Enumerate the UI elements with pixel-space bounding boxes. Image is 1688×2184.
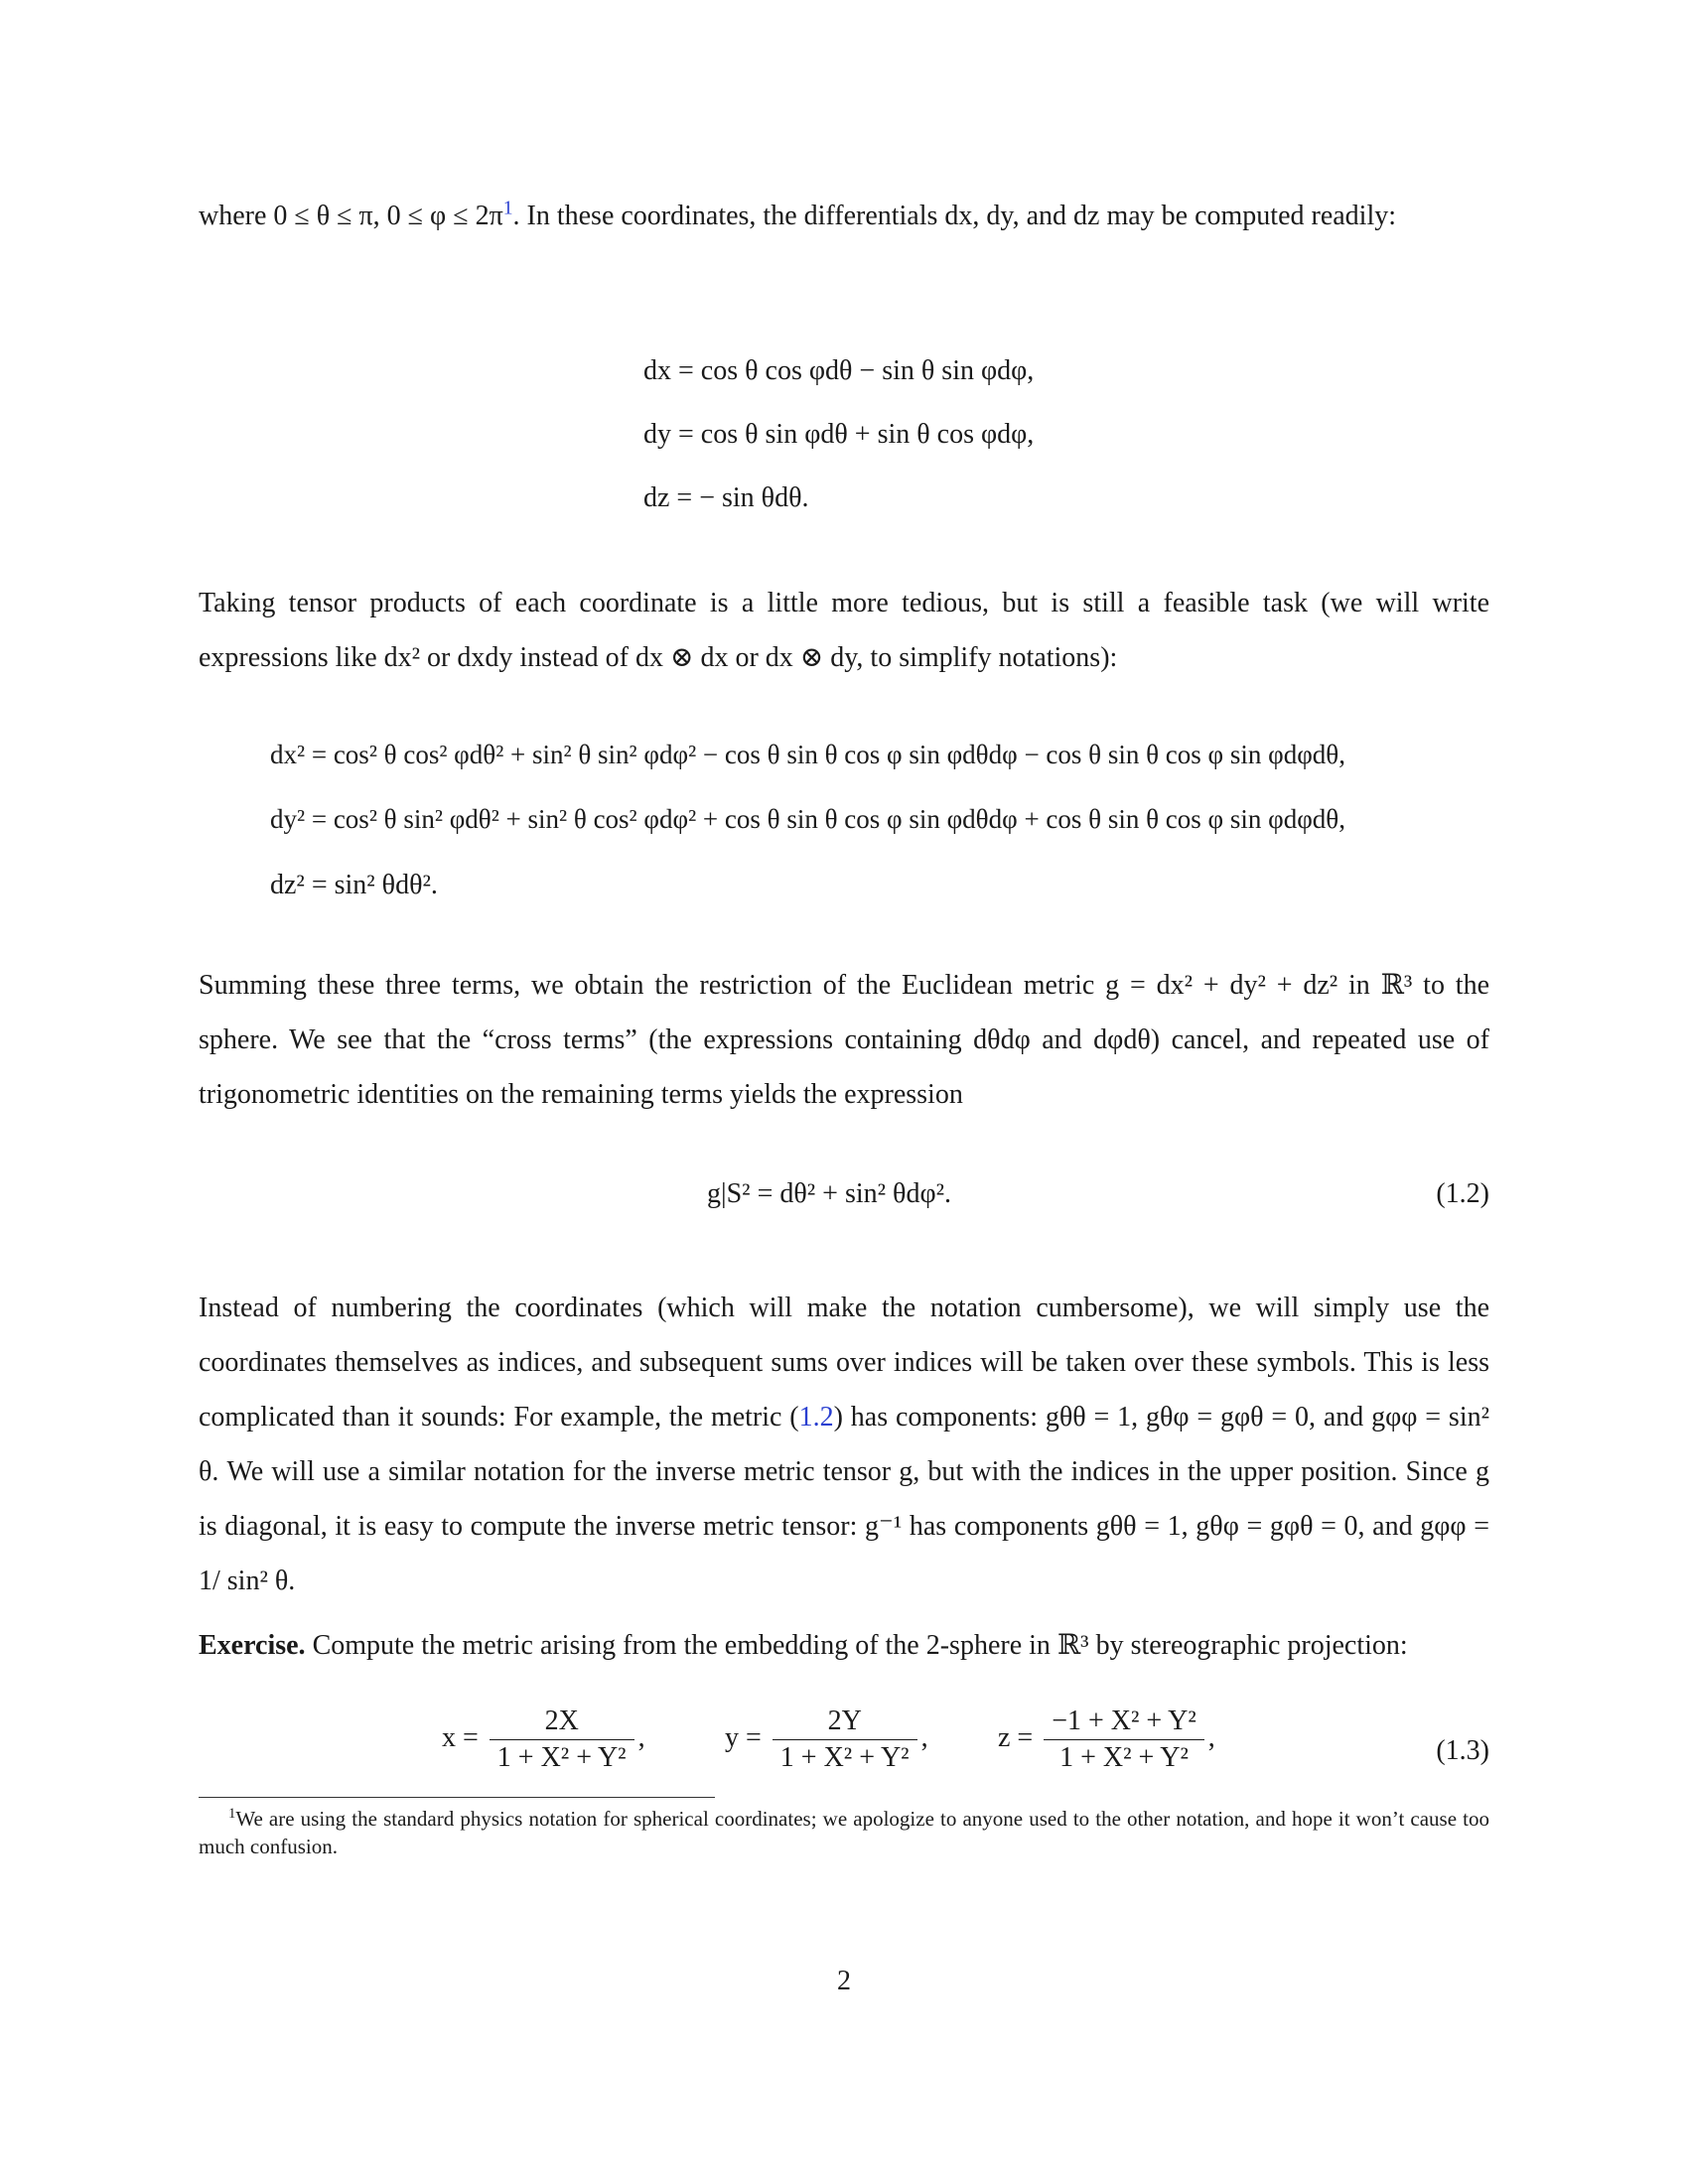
- equation-1-3-x: [442, 1706, 645, 1774]
- footnote-1: [199, 1805, 1489, 1860]
- equation-ref-1-2[interactable]: 1.2: [798, 1402, 834, 1433]
- equation-dx: dx = cos θ cos φdθ − sin θ sin φdφ,: [643, 355, 1035, 386]
- eq13-x-numerator: 2X: [490, 1706, 634, 1740]
- equation-dz: dz = − sin θdθ.: [643, 482, 809, 513]
- equation-1-3-z: [998, 1706, 1215, 1774]
- eq13-z-fraction: [1044, 1706, 1204, 1774]
- equation-1-2: g|S² = dθ² + sin² θdφ².: [707, 1178, 951, 1209]
- footnote-rule: [199, 1797, 715, 1798]
- paragraph-index-notation: [199, 1281, 1489, 1608]
- equation-number-1-2: (1.2): [1436, 1178, 1489, 1209]
- footnote-link-1[interactable]: 1: [502, 198, 513, 219]
- paragraph-index-notation-before: Instead of numbering the coordinates (which will make the notation cumbersome), we will simply use the coordinates themselves as indices, and subsequent sums over indices will be taken over these symbols. This is less complicated than it sounds: For example, the metric (: [199, 1293, 1489, 1433]
- equation-dx-squared: dx² = cos² θ cos² φdθ² + sin² θ sin² φdφ² − cos θ sin θ cos φ sin φdθdφ − cos θ sin θ cos φ sin φdφdθ,: [270, 740, 1345, 769]
- paragraph-tensor-products: Taking tensor products of each coordinate is a little more tedious, but is still a feasible task (we will write expressions like dx² or dxdy instead of dx ⊗ dx or dx ⊗ dy, to simplify notations):: [199, 588, 1489, 673]
- eq13-x-fraction: [490, 1706, 634, 1774]
- exercise-statement: [199, 1618, 1489, 1673]
- equation-number-1-3: (1.3): [1436, 1735, 1489, 1766]
- eq13-x-denominator: 1 + X² + Y²: [496, 1742, 627, 1773]
- equation-dy-squared: dy² = cos² θ sin² φdθ² + sin² θ cos² φdφ² + cos θ sin θ cos φ sin φdθdφ + cos θ sin θ cos φ sin φdφdθ,: [270, 804, 1345, 834]
- eq13-y-numerator: 2Y: [773, 1706, 917, 1740]
- exercise-label: Exercise.: [199, 1630, 306, 1661]
- eq13-z-numerator: −1 + X² + Y²: [1044, 1706, 1204, 1740]
- eq13-z-comma: ,: [1207, 1721, 1215, 1753]
- paragraph-euclidean-metric: Summing these three terms, we obtain the restriction of the Euclidean metric g = dx² + dy² + dz² in ℝ³ to the sphere. We see that the “cross terms” (the expressions containing dθdφ and dφdθ) cancel, and repeated use of trigonometric identities on the remaining terms yields the expression: [199, 970, 1489, 1110]
- paragraph-intro-lead: where 0 ≤ θ ≤ π, 0 ≤ φ ≤ 2π: [199, 201, 503, 231]
- equation-1-3-y: [725, 1706, 928, 1774]
- eq13-y-fraction: [773, 1706, 917, 1774]
- eq13-z-lhs: z =: [998, 1721, 1034, 1753]
- page-number: 2: [837, 1966, 851, 1996]
- eq13-x-comma: ,: [637, 1721, 645, 1753]
- paragraph-intro-rest: . In these coordinates, the differentials dx, dy, and dz may be computed readily:: [512, 201, 1397, 231]
- footnote-mark: 1: [228, 1806, 236, 1822]
- footnote-text: We are using the standard physics notation for spherical coordinates; we apologize to anyone used to the other notation, and hope it won’t cause too much confusion.: [199, 1807, 1489, 1858]
- eq13-y-lhs: y =: [725, 1721, 762, 1753]
- eq13-y-comma: ,: [920, 1721, 928, 1753]
- eq13-z-denominator: 1 + X² + Y²: [1059, 1742, 1189, 1773]
- equation-dz-squared: dz² = sin² θdθ².: [270, 870, 438, 900]
- eq13-y-denominator: 1 + X² + Y²: [779, 1742, 910, 1773]
- eq13-x-lhs: x =: [442, 1721, 479, 1753]
- equation-dy: dy = cos θ sin φdθ + sin θ cos φdφ,: [643, 419, 1035, 450]
- paragraph-index-notation-after: ) has components: gθθ = 1, gθφ = gφθ = 0, and gφφ = sin² θ. We will use a similar notation for the inverse metric tensor g, but with the indices in the upper position. Since g is diagonal, it is easy to compute the inverse metric tensor: g⁻¹ has components gθθ = 1, gθφ = gφθ = 0, and gφφ = 1/ sin² θ.: [199, 1402, 1489, 1596]
- exercise-text: Compute the metric arising from the embedding of the 2-sphere in ℝ³ by stereographic projection:: [305, 1630, 1408, 1661]
- paragraph-intro: [199, 189, 1489, 243]
